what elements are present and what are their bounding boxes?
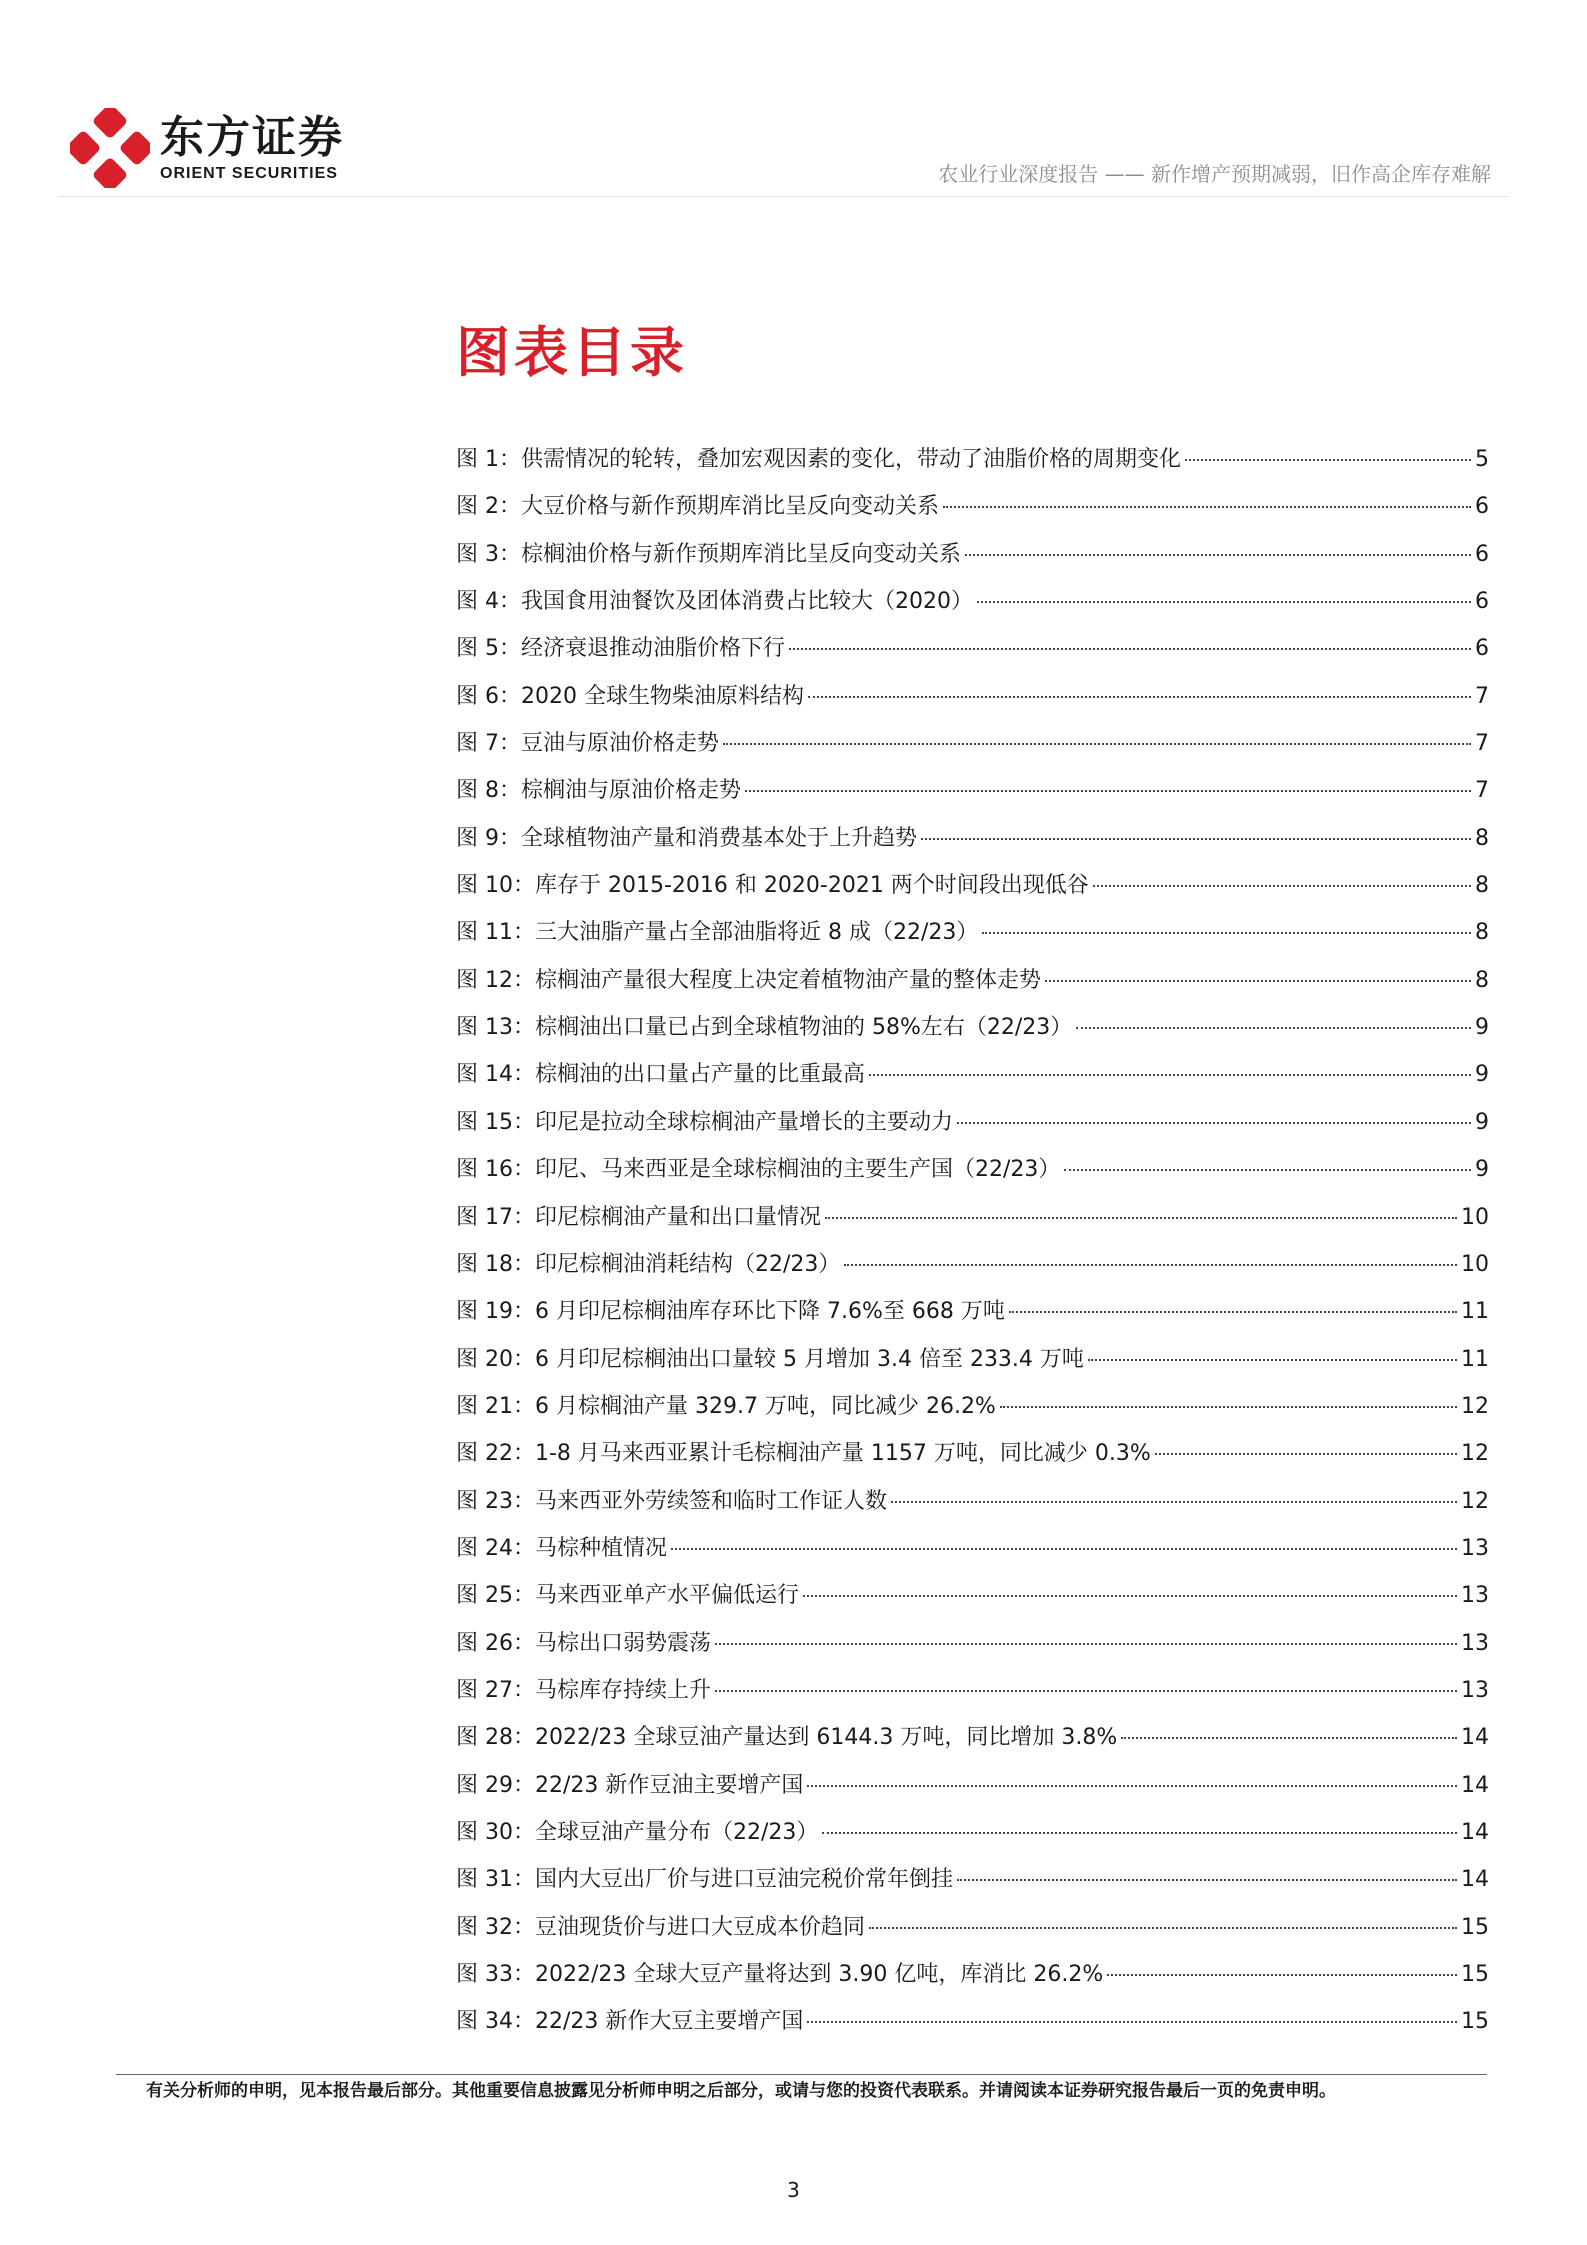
toc-entry-label: 图 10： <box>456 873 535 899</box>
toc-entry-title: 6 月棕榈油产量 329.7 万吨，同比减少 26.2% <box>535 1393 996 1419</box>
toc-entry-page: 15 <box>1461 1914 1489 1940</box>
toc-dot-leader <box>1000 1406 1457 1408</box>
toc-entry-page: 5 <box>1475 447 1489 472</box>
toc-entry-page: 8 <box>1475 967 1489 993</box>
toc-dot-leader <box>957 1879 1457 1881</box>
toc-entry-label: 图 34： <box>456 2009 535 2035</box>
toc-entry-title: 2022/23 全球大豆产量将达到 3.90 亿吨，库消比 26.2% <box>535 1962 1104 1987</box>
toc-entry-label: 图 14： <box>456 1062 535 1088</box>
company-logo <box>70 108 344 188</box>
toc-entry-label: 图 19： <box>456 1299 535 1325</box>
toc-entry-title: 马棕出口弱势震荡 <box>535 1630 712 1656</box>
toc-entry-page: 11 <box>1461 1299 1489 1325</box>
toc-dot-leader <box>1155 1453 1457 1455</box>
toc-entry-title: 三大油脂产量占全部油脂将近 8 成（22/23） <box>535 920 979 946</box>
toc-entry-title: 供需情况的轮转，叠加宏观因素的变化，带动了油脂价格的周期变化 <box>521 447 1182 472</box>
toc-entry-label: 图 16： <box>456 1157 535 1183</box>
toc-dot-leader <box>715 1643 1457 1645</box>
toc-entry-label: 图 11： <box>456 920 535 946</box>
toc-entry-page: 9 <box>1475 1062 1489 1088</box>
toc-entry[interactable] <box>456 963 1489 1010</box>
toc-entry[interactable] <box>456 1484 1489 1531</box>
toc-dot-leader <box>671 1548 1457 1550</box>
toc-entry-label: 图 21： <box>456 1393 535 1419</box>
toc-entry-page: 13 <box>1461 1583 1489 1609</box>
toc-dot-leader <box>869 1074 1471 1076</box>
toc-dot-leader <box>822 1832 1457 1834</box>
toc-entry-page: 10 <box>1461 1251 1489 1277</box>
toc-entry-page: 9 <box>1475 1109 1489 1135</box>
toc-entry-title: 豆油与原油价格走势 <box>521 731 720 757</box>
toc-entry[interactable] <box>456 1057 1489 1104</box>
toc-dot-leader <box>891 1501 1457 1503</box>
toc-dot-leader <box>965 554 1471 556</box>
toc-entry[interactable] <box>456 631 1489 678</box>
toc-dot-leader <box>807 1785 1457 1787</box>
toc-entry-page: 10 <box>1461 1204 1489 1230</box>
toc-heading: 图表目录 <box>456 321 688 384</box>
toc-entry-page: 8 <box>1475 825 1489 851</box>
toc-entry-page: 7 <box>1475 731 1489 757</box>
toc-entry-title: 马棕库存持续上升 <box>535 1677 712 1703</box>
toc-entry-title: 经济衰退推动油脂价格下行 <box>521 636 786 662</box>
toc-entry[interactable] <box>456 1768 1489 1815</box>
toc-dot-leader <box>844 1264 1457 1266</box>
toc-entry-title: 印尼棕榈油消耗结构（22/23） <box>535 1251 841 1277</box>
toc-entry-label: 图 29： <box>456 1772 535 1798</box>
toc-entry-title: 豆油现货价与进口大豆成本价趋同 <box>535 1914 866 1940</box>
toc-entry-label: 图 8： <box>456 778 521 804</box>
toc-dot-leader <box>943 506 1471 508</box>
toc-entry-page: 13 <box>1461 1677 1489 1703</box>
toc-entry-label: 图 1： <box>456 447 521 472</box>
toc-dot-leader <box>723 743 1471 745</box>
toc-entry[interactable] <box>456 868 1489 915</box>
toc-entry-label: 图 30： <box>456 1819 535 1845</box>
toc-entry-label: 图 18： <box>456 1251 535 1277</box>
toc-entry-label: 图 17： <box>456 1204 535 1230</box>
toc-dot-leader <box>957 1122 1471 1124</box>
toc-entry[interactable] <box>456 1294 1489 1341</box>
toc-entry[interactable] <box>456 679 1489 726</box>
toc-dot-leader <box>1088 1359 1457 1361</box>
toc-entry-page: 15 <box>1461 2009 1489 2035</box>
toc-entry-title: 全球植物油产量和消费基本处于上升趋势 <box>521 825 918 851</box>
toc-entry-page: 6 <box>1475 589 1489 615</box>
toc-entry-title: 库存于 2015-2016 和 2020-2021 两个时间段出现低谷 <box>535 873 1089 899</box>
toc-entry-page: 7 <box>1475 778 1489 804</box>
toc-entry-page: 14 <box>1461 1772 1489 1798</box>
toc-entry-label: 图 33： <box>456 1962 535 1987</box>
logo-english-name: ORIENT SECURITIES <box>160 165 338 182</box>
toc-dot-leader <box>921 838 1471 840</box>
toc-entry-title: 国内大豆出厂价与进口豆油完税价常年倒挂 <box>535 1867 954 1893</box>
toc-entry[interactable] <box>456 1720 1489 1767</box>
toc-entry[interactable] <box>456 1436 1489 1483</box>
toc-entry-page: 15 <box>1461 1962 1489 1987</box>
toc-entry-title: 1-8 月马来西亚累计毛棕榈油产量 1157 万吨，同比减少 0.3% <box>535 1441 1151 1467</box>
toc-entry[interactable] <box>456 773 1489 820</box>
toc-entry-title: 马来西亚外劳续签和临时工作证人数 <box>535 1488 888 1514</box>
toc-entry[interactable] <box>456 1152 1489 1199</box>
toc-dot-leader <box>808 696 1471 698</box>
toc-dot-leader <box>715 1690 1457 1692</box>
header-divider <box>58 196 1509 197</box>
toc-entry-page: 9 <box>1475 1157 1489 1183</box>
toc-entry-title: 印尼棕榈油产量和出口量情况 <box>535 1204 822 1230</box>
footer-divider <box>116 2074 1487 2075</box>
toc-entry-title: 22/23 新作豆油主要增产国 <box>535 1772 804 1798</box>
toc-entry[interactable] <box>456 1626 1489 1673</box>
toc-entry-title: 6 月印尼棕榈油出口量较 5 月增加 3.4 倍至 233.4 万吨 <box>535 1346 1084 1372</box>
disclaimer-text: 有关分析师的申明，见本报告最后部分。其他重要信息披露见分析师申明之后部分，或请与您的投资代表联系。并请阅读本证券研究报告最后一页的免责申明。 <box>146 2081 1336 2101</box>
toc-entry[interactable] <box>456 726 1489 773</box>
toc-entry[interactable] <box>456 1815 1489 1862</box>
toc-dot-leader <box>1076 1027 1471 1029</box>
toc-dot-leader <box>1121 1737 1457 1739</box>
toc-entry[interactable] <box>456 2004 1489 2051</box>
toc-entry-page: 14 <box>1461 1819 1489 1845</box>
toc-entry-title: 棕榈油与原油价格走势 <box>521 778 742 804</box>
toc-entry-title: 22/23 新作大豆主要增产国 <box>535 2009 804 2035</box>
toc-dot-leader <box>807 2021 1457 2023</box>
toc-entry-title: 马来西亚单产水平偏低运行 <box>535 1583 800 1609</box>
toc-entry-page: 12 <box>1461 1393 1489 1419</box>
logo-chinese-name: 东方证券 <box>160 112 344 163</box>
toc-dot-leader <box>1045 980 1471 982</box>
report-title: 农业行业深度报告 —— 新作增产预期减弱，旧作高企库存难解 <box>938 162 1491 186</box>
toc-entry-label: 图 26： <box>456 1630 535 1656</box>
toc-entry-label: 图 31： <box>456 1867 535 1893</box>
toc-entry-title: 大豆价格与新作预期库消比呈反向变动关系 <box>521 494 940 520</box>
toc-dot-leader <box>1185 459 1471 461</box>
toc-entry-title: 棕榈油价格与新作预期库消比呈反向变动关系 <box>521 541 962 567</box>
toc-entry-label: 图 15： <box>456 1109 535 1135</box>
toc-dot-leader <box>1107 1974 1457 1976</box>
toc-entry-title: 6 月印尼棕榈油库存环比下降 7.6%至 668 万吨 <box>535 1299 1005 1325</box>
toc-entry-label: 图 28： <box>456 1725 535 1751</box>
toc-entry[interactable] <box>456 1673 1489 1720</box>
toc-entry-title: 全球豆油产量分布（22/23） <box>535 1819 819 1845</box>
toc-entry[interactable] <box>456 1910 1489 1957</box>
toc-entry-label: 图 13： <box>456 1015 535 1041</box>
toc-entry-label: 图 27： <box>456 1677 535 1703</box>
toc-entry[interactable] <box>456 537 1489 584</box>
toc-entry[interactable] <box>456 1957 1489 2004</box>
toc-entry-page: 6 <box>1475 636 1489 662</box>
toc-entry-label: 图 32： <box>456 1914 535 1940</box>
toc-dot-leader <box>869 1927 1457 1929</box>
toc-entry-label: 图 24： <box>456 1535 535 1561</box>
toc-entry-page: 14 <box>1461 1867 1489 1893</box>
toc-entry-title: 2022/23 全球豆油产量达到 6144.3 万吨，同比增加 3.8% <box>535 1725 1118 1751</box>
toc-entry-title: 印尼、马来西亚是全球棕榈油的主要生产国（22/23） <box>535 1157 1061 1183</box>
toc-entry[interactable] <box>456 1389 1489 1436</box>
toc-entry-label: 图 3： <box>456 541 521 567</box>
toc-dot-leader <box>825 1217 1457 1219</box>
toc-entry-title: 2020 全球生物柴油原料结构 <box>521 683 804 709</box>
toc-entry-label: 图 7： <box>456 731 521 757</box>
toc-entry-title: 印尼是拉动全球棕榈油产量增长的主要动力 <box>535 1109 954 1135</box>
toc-entry-page: 12 <box>1461 1441 1489 1467</box>
toc-entry-label: 图 22： <box>456 1441 535 1467</box>
toc-dot-leader <box>1064 1169 1471 1171</box>
toc-entry[interactable] <box>456 1200 1489 1247</box>
toc-entry-label: 图 6： <box>456 683 521 709</box>
toc-entry-page: 12 <box>1461 1488 1489 1514</box>
toc-dot-leader <box>745 790 1471 792</box>
toc-dot-leader <box>789 648 1471 650</box>
toc-entry-label: 图 20： <box>456 1346 535 1372</box>
toc-entry[interactable] <box>456 1862 1489 1909</box>
toc-entry-page: 13 <box>1461 1630 1489 1656</box>
toc-entry-page: 13 <box>1461 1535 1489 1561</box>
toc-entry-title: 我国食用油餐饮及团体消费占比较大（2020） <box>521 589 973 615</box>
toc-entry-label: 图 12： <box>456 967 535 993</box>
toc-entry[interactable] <box>456 1342 1489 1389</box>
toc-entry[interactable] <box>456 1105 1489 1152</box>
toc-entry[interactable] <box>456 1578 1489 1625</box>
toc-entry-page: 11 <box>1461 1346 1489 1372</box>
toc-entry[interactable] <box>456 915 1489 962</box>
toc-entry-label: 图 2： <box>456 494 521 520</box>
toc-dot-leader <box>1093 885 1471 887</box>
toc-entry-label: 图 9： <box>456 825 521 851</box>
toc-entry-page: 8 <box>1475 873 1489 899</box>
toc-dot-leader <box>977 601 1471 603</box>
toc-entry[interactable] <box>456 489 1489 536</box>
toc-entry[interactable] <box>456 1247 1489 1294</box>
toc-entry-label: 图 23： <box>456 1488 535 1514</box>
figure-table-of-contents <box>456 442 1489 2052</box>
toc-entry[interactable] <box>456 584 1489 631</box>
toc-entry-label: 图 4： <box>456 589 521 615</box>
toc-entry-page: 6 <box>1475 494 1489 520</box>
toc-entry-title: 棕榈油出口量已占到全球植物油的 58%左右（22/23） <box>535 1015 1073 1041</box>
toc-entry-label: 图 5： <box>456 636 521 662</box>
toc-entry[interactable] <box>456 442 1489 489</box>
toc-entry-page: 8 <box>1475 920 1489 946</box>
toc-entry-page: 14 <box>1461 1725 1489 1751</box>
toc-entry[interactable] <box>456 1531 1489 1578</box>
toc-entry-title: 棕榈油产量很大程度上决定着植物油产量的整体走势 <box>535 967 1042 993</box>
toc-entry[interactable] <box>456 1010 1489 1057</box>
orient-securities-logo-icon <box>70 108 150 188</box>
toc-dot-leader <box>803 1595 1457 1597</box>
toc-entry-title: 马棕种植情况 <box>535 1535 668 1561</box>
toc-entry-page: 6 <box>1475 541 1489 567</box>
toc-dot-leader <box>1009 1311 1457 1313</box>
toc-entry-label: 图 25： <box>456 1583 535 1609</box>
toc-entry-page: 9 <box>1475 1015 1489 1041</box>
toc-dot-leader <box>982 932 1471 934</box>
toc-entry[interactable] <box>456 821 1489 868</box>
toc-entry-title: 棕榈油的出口量占产量的比重最高 <box>535 1062 866 1088</box>
page-number: 3 <box>787 2178 800 2202</box>
toc-entry-page: 7 <box>1475 683 1489 709</box>
